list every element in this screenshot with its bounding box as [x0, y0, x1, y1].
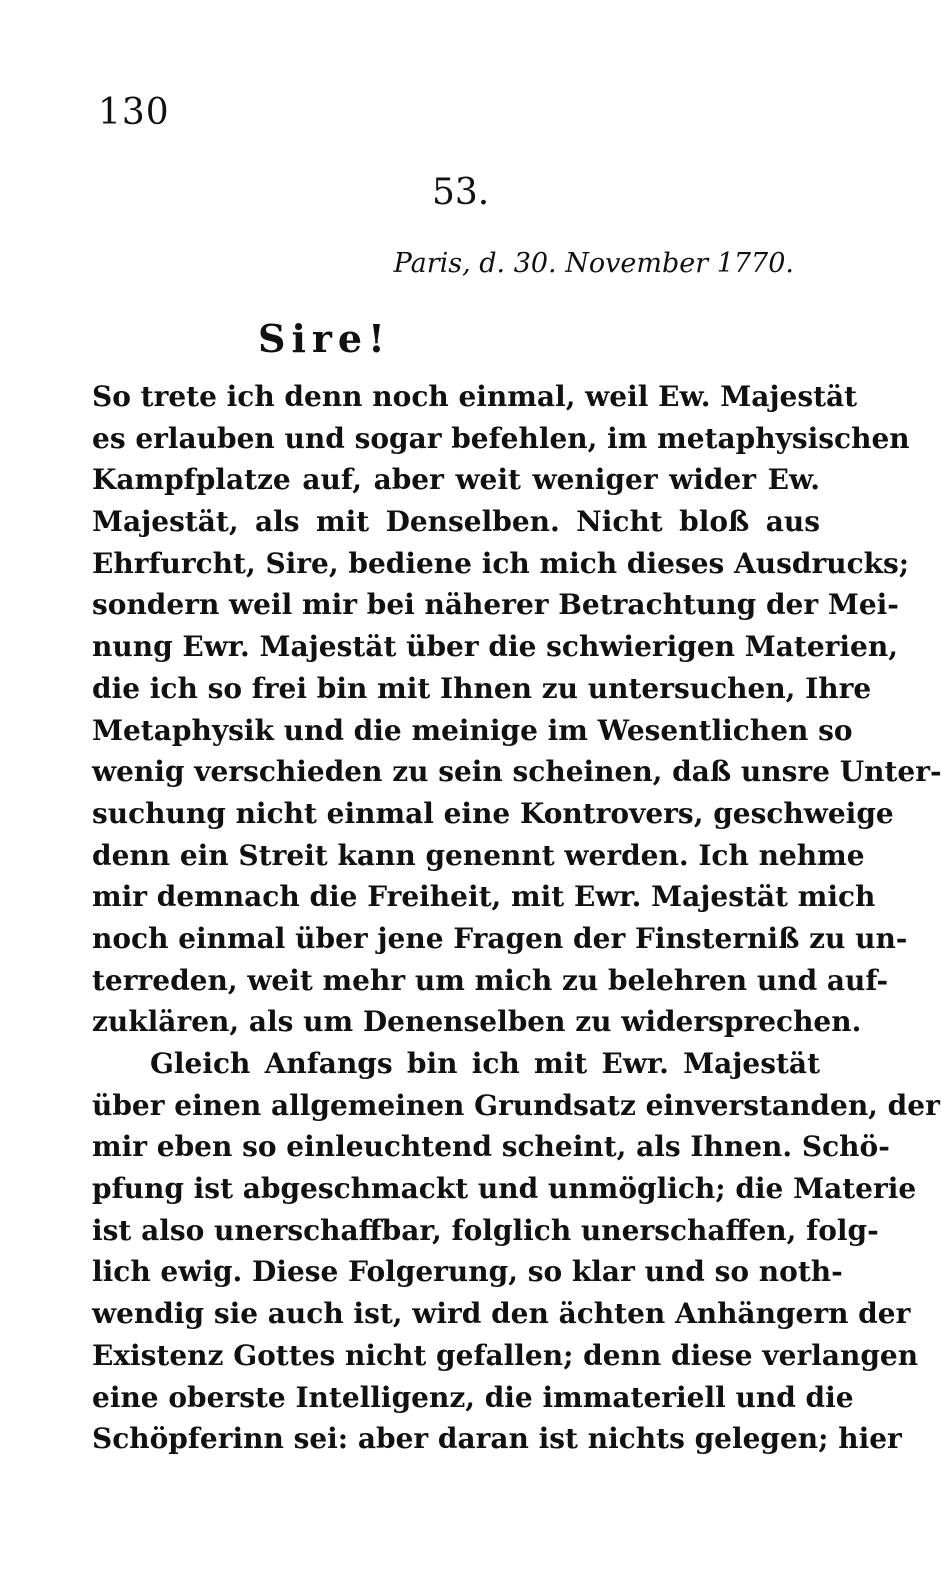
text-line: So trete ich denn noch einmal, weil Ew. Majestät [92, 380, 858, 413]
text-line: ist also unerschaffbar, folglich unerschaffen, folg- [92, 1213, 879, 1247]
text-line: pfung ist abgeschmackt und unmöglich; die Materie [92, 1172, 917, 1206]
letter-body [92, 376, 942, 1460]
salutation: Sire! [258, 316, 391, 361]
text-line: über einen allgemeinen Grundsatz einverstanden, der [92, 1088, 940, 1122]
text-line: Kampfplatze auf, aber weit weniger wider Ew. [92, 463, 820, 497]
text-line: terreden, weit mehr um mich zu belehren und auf- [92, 963, 889, 997]
text-line: nung Ewr. Majestät über die schwierigen Materien, [92, 630, 898, 664]
text-line: eine oberste Intelligenz, die immateriell und die [92, 1380, 854, 1414]
text-line: wendig sie auch ist, wird den ächten Anhängern der [92, 1297, 911, 1331]
text-line: mir eben so einleuchtend scheint, als Ihnen. Schö- [92, 1130, 890, 1164]
page-number: 130 [98, 92, 170, 133]
text-line: es erlauben und sogar befehlen, im metaphysischen [92, 421, 910, 455]
text-line: suchung nicht einmal eine Kontrovers, geschweige [92, 796, 894, 830]
text-line: mir demnach die Freiheit, mit Ewr. Majestät mich [92, 880, 876, 914]
text-line: Metaphysik und die meinige im Wesentlichen so [92, 713, 853, 747]
text-line: wenig verschieden zu sein scheinen, daß unsre Unter- [92, 755, 942, 789]
text-line: noch einmal über jene Fragen der Finsterniß zu un- [92, 921, 908, 955]
text-line: die ich so frei bin mit Ihnen zu untersuchen, Ihre [92, 671, 872, 705]
text-line: Existenz Gottes nicht gefallen; denn diese verlangen [92, 1338, 919, 1372]
dateline: Paris, d. 30. November 1770. [393, 248, 794, 279]
text-line: lich ewig. Diese Folgerung, so klar und so noth- [92, 1255, 843, 1289]
letter-number: 53. [432, 172, 490, 213]
text-line: sondern weil mir bei näherer Betrachtung der Mei- [92, 588, 899, 622]
text-line: Majestät, als mit Denselben. Nicht bloß aus [92, 505, 820, 539]
text-line: zuklären, als um Denenselben zu widersprechen. [92, 1005, 862, 1039]
text-line: Schöpferinn sei: aber daran ist nichts gelegen; hier [92, 1422, 902, 1456]
text-line: denn ein Streit kann genennt werden. Ich nehme [92, 838, 865, 872]
text-line: Ehrfurcht, Sire, bediene ich mich dieses Ausdrucks; [92, 546, 910, 580]
text-line: Gleich Anfangs bin ich mit Ewr. Majestät [150, 1047, 820, 1080]
